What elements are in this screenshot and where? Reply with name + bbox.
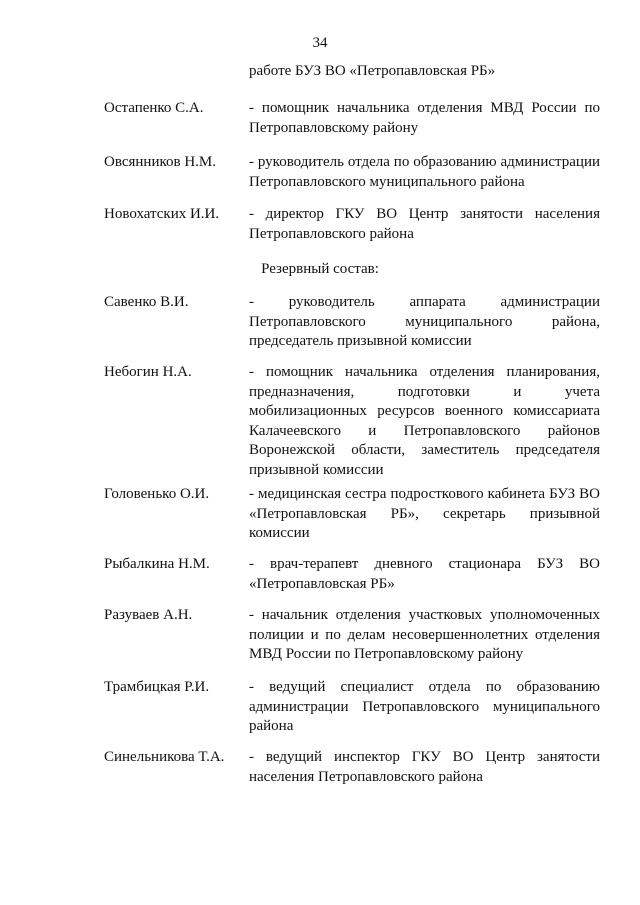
member-name: Синельникова Т.А. [104,749,225,765]
continued-role-text: работе БУЗ ВО «Петропавловская РБ» [249,63,496,79]
member-role: - начальник отделения участковых уполномоченных полиции и по делам несовершеннолетних отделения МВД России по Петропавловскому району [249,607,600,662]
member-role: - помощник начальника отделения МВД России по Петропавловскому району [249,100,600,136]
member-name: Разуваев А.Н. [104,607,193,623]
member-role: - ведущий специалист отдела по образованию администрации Петропавловского муниципального района [249,679,600,734]
member-role: - врач-терапевт дневного стационара БУЗ ВО «Петропавловская РБ» [249,556,600,592]
member-role: - директор ГКУ ВО Центр занятости населения Петропавловского района [249,206,600,242]
member-name: Овсянников Н.М. [104,154,216,170]
page-number: 34 [312,35,328,51]
member-name: Головенько О.И. [104,486,210,502]
member-name: Небогин Н.А. [104,364,192,380]
member-role: - медицинская сестра подросткового кабинета БУЗ ВО «Петропавловская РБ», секретарь призывной комиссии [249,486,600,541]
reserve-heading: Резервный состав: [261,261,379,277]
member-name: Савенко В.И. [104,294,189,310]
member-role: - руководитель отдела по образованию администрации Петропавловского муниципального района [249,154,600,190]
member-name: Трамбицкая Р.И. [104,679,210,695]
member-role: - помощник начальника отделения планирования, предназначения, подготовки и учета мобилизационных ресурсов военного комиссариата Калачеевского и Петропавловского районов Воронежской области, заместитель председателя призывной комиссии [249,364,600,478]
member-name: Остапенко С.А. [104,100,204,116]
member-role: - руководитель аппарата администрации Петропавловского муниципального района, председатель призывной комиссии [249,294,600,349]
member-name: Новохатских И.И. [104,206,220,222]
member-name: Рыбалкина Н.М. [104,556,210,572]
member-role: - ведущий инспектор ГКУ ВО Центр занятости населения Петропавловского района [249,749,600,785]
